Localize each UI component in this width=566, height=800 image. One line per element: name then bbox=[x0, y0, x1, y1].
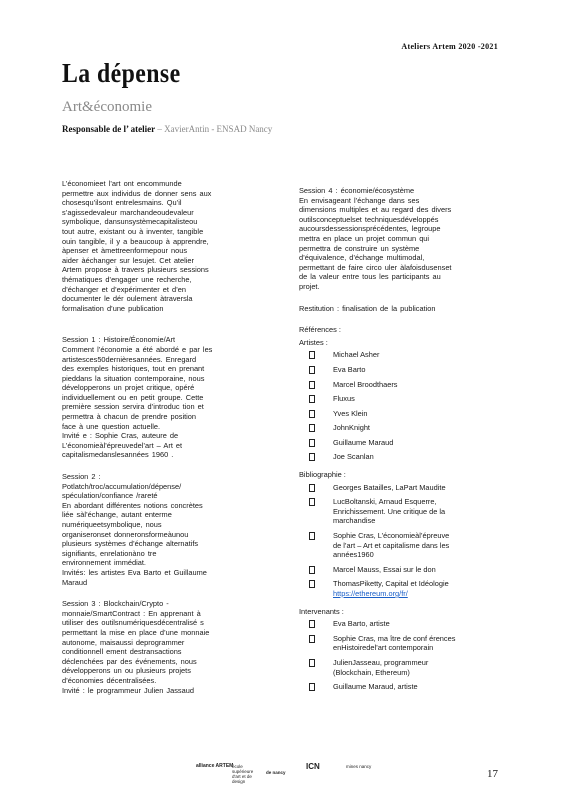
bibliographie-label: Bibliographie : bbox=[299, 470, 346, 480]
session2-line: signifiants, enrelationàno tre bbox=[62, 548, 157, 558]
checkbox-bullet-icon bbox=[309, 532, 315, 540]
responsable-label: Responsable de l’ atelier bbox=[62, 124, 156, 134]
session4-line: mettra en place un projet commun qui bbox=[299, 233, 430, 243]
mines-nancy-logo: mines nancy bbox=[346, 764, 372, 769]
session3-line: conditionnell ement destransactions bbox=[62, 647, 182, 657]
checkbox-bullet-icon bbox=[309, 351, 315, 359]
checkbox-bullet-icon bbox=[309, 381, 315, 389]
session4-line: projet. bbox=[299, 281, 320, 291]
session2-line: Potlatch/troc/accumulation/dépense/ bbox=[62, 481, 182, 491]
session4-line: dimensions multiples et au regard des divers bbox=[299, 205, 452, 215]
list-item: LucBoltanski, Arnaud Esquerre, Enrichissement. Une critique de la marchandise bbox=[309, 497, 494, 526]
session3-line: monnaie/SmartContract : En apprenant à bbox=[62, 608, 201, 618]
responsable-line bbox=[62, 124, 272, 134]
page-subtitle: Art&économie bbox=[62, 99, 152, 115]
list-item: ThomasPiketty, Capital et Idéologie https://ethereum.org/fr/ bbox=[309, 579, 494, 598]
checkbox-bullet-icon bbox=[309, 395, 315, 403]
session3-line: permettant la mise en place d’une monnaie bbox=[62, 627, 210, 637]
list-item: JohnKnight bbox=[309, 423, 494, 433]
intervenants-list bbox=[309, 619, 494, 692]
session4-line: de la valeur entre tous les participants au bbox=[299, 272, 441, 282]
session2-line: environnement immédiat. bbox=[62, 558, 146, 568]
restitution: Restitution : finalisation de la publication bbox=[299, 303, 436, 313]
session-1 bbox=[62, 335, 252, 460]
session1-line: développerons un projet critique, opéré bbox=[62, 383, 195, 393]
left-column bbox=[62, 179, 252, 707]
responsable-person: – XavierAntin - ENSAD Nancy bbox=[157, 124, 273, 134]
intro-line: d’échanger et d’expérimenter et d’en bbox=[62, 284, 186, 294]
checkbox-bullet-icon bbox=[309, 620, 315, 628]
list-item: Eva Barto, artiste bbox=[309, 619, 494, 629]
page-title: La dépense bbox=[62, 58, 181, 88]
session2-line: liée sàl’échange, autant enterme bbox=[62, 510, 172, 520]
list-item: Joe Scanlan bbox=[309, 452, 494, 462]
session1-line: permettra à chacun de prendre position bbox=[62, 412, 197, 422]
list-item: Marcel Mauss, Essai sur le don bbox=[309, 565, 494, 575]
session-3 bbox=[62, 599, 252, 695]
list-item: Marcel Broodthaers bbox=[309, 380, 494, 390]
intro-line: formalisation d’une publication bbox=[62, 303, 164, 313]
intro-line: Artem propose à travers plusieurs sessions bbox=[62, 265, 209, 275]
checkbox-bullet-icon bbox=[309, 566, 315, 574]
session1-line: individuellement ou en petit groupe. Cette bbox=[62, 392, 204, 402]
session3-line: développerons un ou plusieurs projets bbox=[62, 666, 191, 676]
session4-line: aucoursdessessionsprécédentes, legroupe bbox=[299, 224, 441, 234]
nancy-logo: de nancy bbox=[266, 770, 286, 775]
checkbox-bullet-icon bbox=[309, 659, 315, 667]
list-item: Sophie Cras, ma ître de conf érences enHistoiredel’art contemporain bbox=[309, 634, 494, 653]
session4-line: permettra de construire un système bbox=[299, 243, 420, 253]
checkbox-bullet-icon bbox=[309, 683, 315, 691]
session4-line: En envisageant l’échange dans ses bbox=[299, 195, 420, 205]
checkbox-bullet-icon bbox=[309, 424, 315, 432]
artistes-label: Artistes : bbox=[299, 337, 328, 347]
intro-line: s’agissedevaleur marchandeoudevaleur bbox=[62, 207, 194, 217]
checkbox-bullet-icon bbox=[309, 366, 315, 374]
session2-line: En abordant différentes notions concrètes bbox=[62, 500, 203, 510]
session2-line: organiseronset donneronsformeàunou bbox=[62, 529, 189, 539]
references-label: Références : bbox=[299, 325, 341, 335]
checkbox-bullet-icon bbox=[309, 453, 315, 461]
checkbox-bullet-icon bbox=[309, 580, 315, 588]
header-title: Ateliers Artem 2020 -2021 bbox=[401, 42, 498, 51]
session3-line: autonome, maisaussi deprogrammer bbox=[62, 637, 185, 647]
session1-line: Invité e : Sophie Cras, auteure de bbox=[62, 431, 179, 441]
list-item: Georges Batailles, LaPart Maudite bbox=[309, 483, 494, 493]
session1-line: Session 1 : Histoire/Économie/Art bbox=[62, 335, 176, 345]
artistes-list bbox=[309, 350, 494, 462]
session4-line: Session 4 : économie/écosystème bbox=[299, 186, 415, 195]
session2-line: Session 2 : bbox=[62, 472, 101, 482]
session3-line: Invité : le programmeur Julien Jassaud bbox=[62, 685, 194, 695]
list-item: JulienJasseau, programmeur (Blockchain, Ethereum) bbox=[309, 658, 494, 677]
intro-line: àpenser et àmettreenformepour nous bbox=[62, 246, 188, 256]
intro-line: L’économieet l’art ont encommunde bbox=[62, 179, 182, 188]
session1-line: première session servira d’introduc tion et bbox=[62, 402, 204, 412]
intro-line: symbolique, dansunsystèmecapitalisteou bbox=[62, 217, 198, 227]
session2-line: Invités: les artistes Eva Barto et Guillaume bbox=[62, 567, 207, 577]
session1-line: artistesces50dernièresannées. Enregard bbox=[62, 354, 197, 364]
session1-line: face à une question actuelle. bbox=[62, 421, 161, 431]
list-item: Michael Asher bbox=[309, 350, 494, 360]
intro-line: documenter le dér oulement àtraversla bbox=[62, 294, 193, 304]
session3-line: déclenchées par des événements, nous bbox=[62, 656, 197, 666]
intro-line: ouin tangible, il y a beaucoup à apprendre, bbox=[62, 236, 209, 246]
session3-line: d’économies décentralisées. bbox=[62, 675, 157, 685]
checkbox-bullet-icon bbox=[309, 635, 315, 643]
list-item: Guillaume Maraud bbox=[309, 438, 494, 448]
session1-line: capitalismedanslesannées 1960 . bbox=[62, 450, 174, 460]
session4-line: permettant de faire circo uler àlafoisdusenset bbox=[299, 262, 452, 272]
page-number: 17 bbox=[487, 768, 498, 780]
alliance-artem-logo: alliance ARTEM bbox=[196, 763, 234, 769]
ethereum-link[interactable]: https://ethereum.org/fr/ bbox=[333, 589, 408, 598]
checkbox-bullet-icon bbox=[309, 410, 315, 418]
session1-line: pieddans la situation contemporaine, nous bbox=[62, 373, 205, 383]
session1-line: Comment l’économie a été abordé e par les bbox=[62, 344, 213, 354]
ensad-logo: école supérieure d'art et de design bbox=[232, 764, 254, 784]
list-item: Fluxus bbox=[309, 394, 494, 404]
checkbox-bullet-icon bbox=[309, 439, 315, 447]
list-item: Yves Klein bbox=[309, 409, 494, 419]
session1-line: L’économieàl’épreuvedel’art – Art et bbox=[62, 440, 183, 450]
session4-line: outilsconceptuelset techniquesdéveloppés bbox=[299, 214, 439, 224]
checkbox-bullet-icon bbox=[309, 498, 315, 506]
session2-line: spéculation/confiance /rareté bbox=[62, 491, 158, 501]
list-item: Sophie Cras, L’économieàl’épreuve de l’art – Art et capitalisme dans les années1960 bbox=[309, 531, 494, 560]
checkbox-bullet-icon bbox=[309, 484, 315, 492]
session2-line: plusieurs systèmes d’échange alternatifs bbox=[62, 539, 199, 549]
session-4 bbox=[299, 186, 494, 292]
intro-line: permettre aux individus de donner sens aux bbox=[62, 188, 212, 198]
list-item: Guillaume Maraud, artiste bbox=[309, 682, 494, 692]
intro-line: chosesqu’ilsont entrelesmains. Qu’il bbox=[62, 198, 182, 208]
session-2 bbox=[62, 472, 252, 587]
bibliographie-list bbox=[309, 483, 494, 599]
icn-logo: ICN bbox=[306, 762, 320, 771]
session2-line: numériqueetsymbolique, nous bbox=[62, 520, 162, 529]
intro-line: thématiques d’engager une recherche, bbox=[62, 274, 192, 284]
list-item: Eva Barto bbox=[309, 365, 494, 375]
intro-line: aider àéchanger sur lesujet. Cet atelier bbox=[62, 255, 194, 265]
footer-logos bbox=[196, 764, 376, 784]
intervenants-label: Intervenants : bbox=[299, 606, 344, 616]
session4-line: d’équivalence, d’échange multimodal, bbox=[299, 253, 425, 263]
session3-line: utiliser des outilsnumériquesdécentralisé s bbox=[62, 618, 204, 628]
right-column bbox=[299, 186, 494, 700]
session1-line: des exemples historiques, tout en prenant bbox=[62, 364, 205, 374]
intro-paragraph bbox=[62, 179, 252, 313]
session2-line: Maraud bbox=[62, 577, 88, 587]
session3-line: Session 3 : Blockchain/Crypto - bbox=[62, 599, 169, 609]
intro-line: tout autre, existant ou à inventer, tangible bbox=[62, 226, 204, 236]
